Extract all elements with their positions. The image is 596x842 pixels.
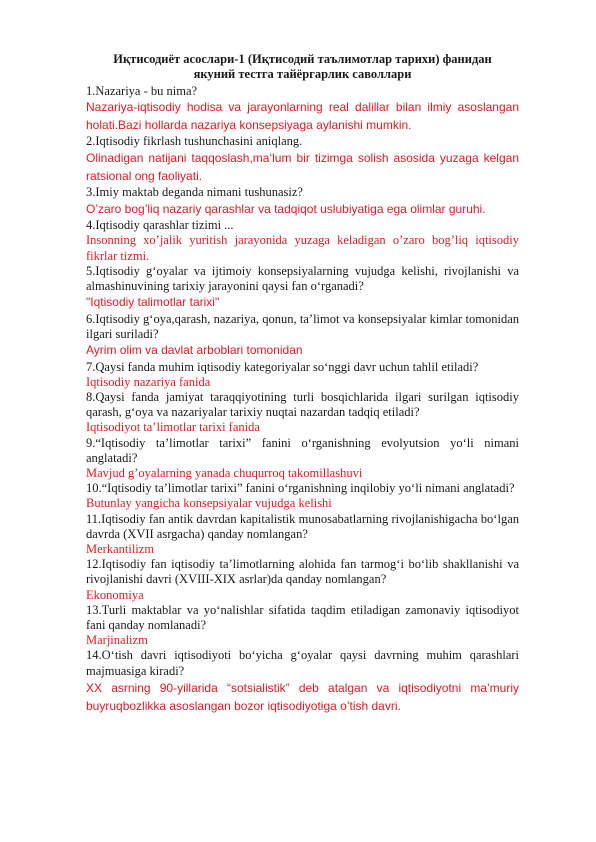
answer-6: Ayrim olim va davlat arboblari tomonidan bbox=[86, 343, 303, 358]
answer-4: Insonning xo’jalik yuritish jarayonida yuzaga keladigan o’zaro bog’liq iqtisodiy fikrlar tizmi. bbox=[86, 233, 519, 263]
answer-3: O’zaro bog’liq nazariy qarashlar va tadqiqot uslubiyatiga ega olimlar guruhi. bbox=[86, 201, 486, 216]
question-14: 14.O‘tish davri iqtisodiyoti bo‘yicha g‘oyalar qaysi davrning muhim qarashlari majmuasiga kiradi? bbox=[86, 648, 519, 678]
question-1: 1.Nazariya - bu nima? bbox=[86, 84, 198, 98]
question-6: 6.Iqtisodiy g‘oya,qarash, nazariya, qonun, ta’limot va konsepsiyalar kimlar tomonidan ilgari suriladi? bbox=[86, 311, 519, 341]
answer-11: Merkantilizm bbox=[86, 541, 155, 556]
question-5: 5.Iqtisodiy g‘oyalar va ijtimoiy konsepsiyalarning vujudga kelishi, rivojlanishi va almashinuvining tarixiy jarayonini qaysi fan o‘rganadi? bbox=[86, 263, 519, 293]
answer-14: XX asrning 90-yillarida “sotsialistik” deb atalgan va iqtisodiyotni ma’muriy buyruqbozlikka asoslangan bozor iqtisodiyotiga o’tish davri. bbox=[86, 680, 519, 713]
question-9: 9.“Iqtisodiy ta’limotlar tarixi” fanini o‘rganishning evolyutsion yo‘li nimani anglatadi? bbox=[86, 435, 519, 465]
answer-12: Ekonomiya bbox=[86, 587, 144, 602]
document-title bbox=[86, 52, 519, 82]
answer-5: "Iqtisodiy talimotlar tarixi" bbox=[86, 295, 220, 310]
question-2: 2.Iqtisodiy fikrlash tushunchasini aniqlang. bbox=[86, 134, 303, 149]
question-4: 4.Iqtisodiy qarashlar tizimi ... bbox=[86, 218, 234, 233]
question-7: 7.Qaysi fanda muhim iqtisodiy kategoriyalar so‘nggi davr uchun tahlil etiladi? bbox=[86, 359, 479, 374]
answer-9: Mavjud g’oyalarning yanada chuqurroq takomillashuvi bbox=[86, 465, 363, 480]
answer-13: Marjinalizm bbox=[86, 633, 148, 648]
question-11: 11.Iqtisodiy fan antik davrdan kapitalistik munosabatlarning rivojlanishigacha bo‘lgan davrda (XVII asrgacha) qanday nomlangan? bbox=[86, 511, 519, 541]
answer-8: Iqtisodiyot ta’limotlar tarixi fanida bbox=[86, 420, 260, 435]
answer-2: Olinadigan natijani taqqoslash,ma‘lum bir tizimga solish asosida yuzaga kelgan ratsional ong faoliyati. bbox=[86, 151, 519, 184]
question-3: 3.Imiy maktab deganda nimani tushunasiz? bbox=[86, 185, 303, 200]
title-line-2: якуний тестга тайёргарлик саволлари bbox=[193, 67, 412, 81]
question-10: 10.“Iqtisodiy ta’limotlar tarixi” fanini o‘rganishning inqilobiy yo‘li nimani anglatadi? bbox=[86, 481, 515, 496]
answer-7: Iqtisodiy nazariya fanida bbox=[86, 374, 211, 389]
question-12: 12.Iqtisodiy fan iqtisodiy ta’limotlarning alohida fan tarmog‘i bo‘lib shakllanishi va rivojlanishi davri (XVIII-XIX asrlar)da qanday nomlangan? bbox=[86, 557, 519, 587]
answer-10: Butunlay yangicha konsepsiyalar vujudga kelishi bbox=[86, 496, 332, 511]
document-page bbox=[86, 52, 519, 715]
question-8: 8.Qaysi fanda jamiyat taraqqiyotining turli bosqichlarida ilgari surilgan iqtisodiy qarash, g‘oya va nazariyalar tarixiy nuqtai nazardan tadqiq etiladi? bbox=[86, 389, 519, 420]
title-line-1: Иқтисодиёт асослари-1 (Иқтисодий таълимотлар тарихи) фанидан bbox=[113, 52, 492, 66]
question-13: 13.Turli maktablar va yo‘nalishlar sifatida taqdim etiladigan zamonaviy iqtisodiyot fani qanday nomlanadi? bbox=[86, 602, 519, 632]
answer-1: Nazariya-iqtisodiy hodisa va jarayonlarning real dalillar bilan ilmiy asoslangan holati.Bazi hollarda nazariya konsepsiyaga aylanishi mumkin. bbox=[86, 100, 519, 132]
